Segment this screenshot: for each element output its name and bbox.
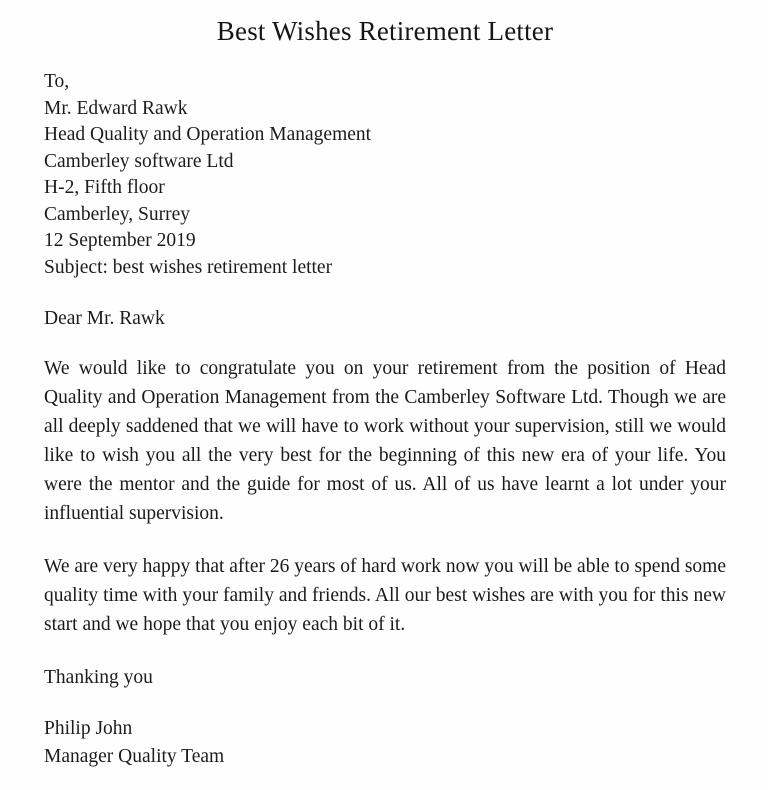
salutation: Dear Mr. Rawk xyxy=(44,308,165,329)
body-paragraph-1: We would like to congratulate you on your retirement from the position of Head Quality and Operation Management from the Camberley Software Ltd. Though we are all deeply saddened that we will have to work without your supervision, still we would like to wish you all the very best for the beginning of this new era of your life. You were the mentor and the guide for most of us. All of us have learnt a lot under your influential supervision. xyxy=(44,358,726,524)
recipient-line-to: To, xyxy=(44,71,70,92)
recipient-address-block xyxy=(44,69,726,281)
subject-line: Subject: best wishes retirement letter xyxy=(44,256,333,278)
letter-date: 12 September 2019 xyxy=(44,230,196,251)
recipient-line-company: Camberley software Ltd xyxy=(44,150,234,172)
closing-line: Thanking you xyxy=(44,667,153,688)
body-paragraph-2: We are very happy that after 26 years of hard work now you will be able to spend some quality time with your family and friends. All our best wishes are with you for this new start and we hope that you enjoy each bit of it. xyxy=(44,556,726,635)
signature-block xyxy=(44,715,726,771)
recipient-line-address1: H-2, Fifth floor xyxy=(44,177,165,198)
recipient-line-address2: Camberley, Surrey xyxy=(44,203,191,225)
signature-title: Manager Quality Team xyxy=(44,746,225,767)
letter-title: Best Wishes Retirement Letter xyxy=(216,16,554,46)
signature-name: Philip John xyxy=(44,718,133,739)
recipient-line-name: Mr. Edward Rawk xyxy=(44,97,188,119)
recipient-line-role: Head Quality and Operation Management xyxy=(44,124,372,145)
